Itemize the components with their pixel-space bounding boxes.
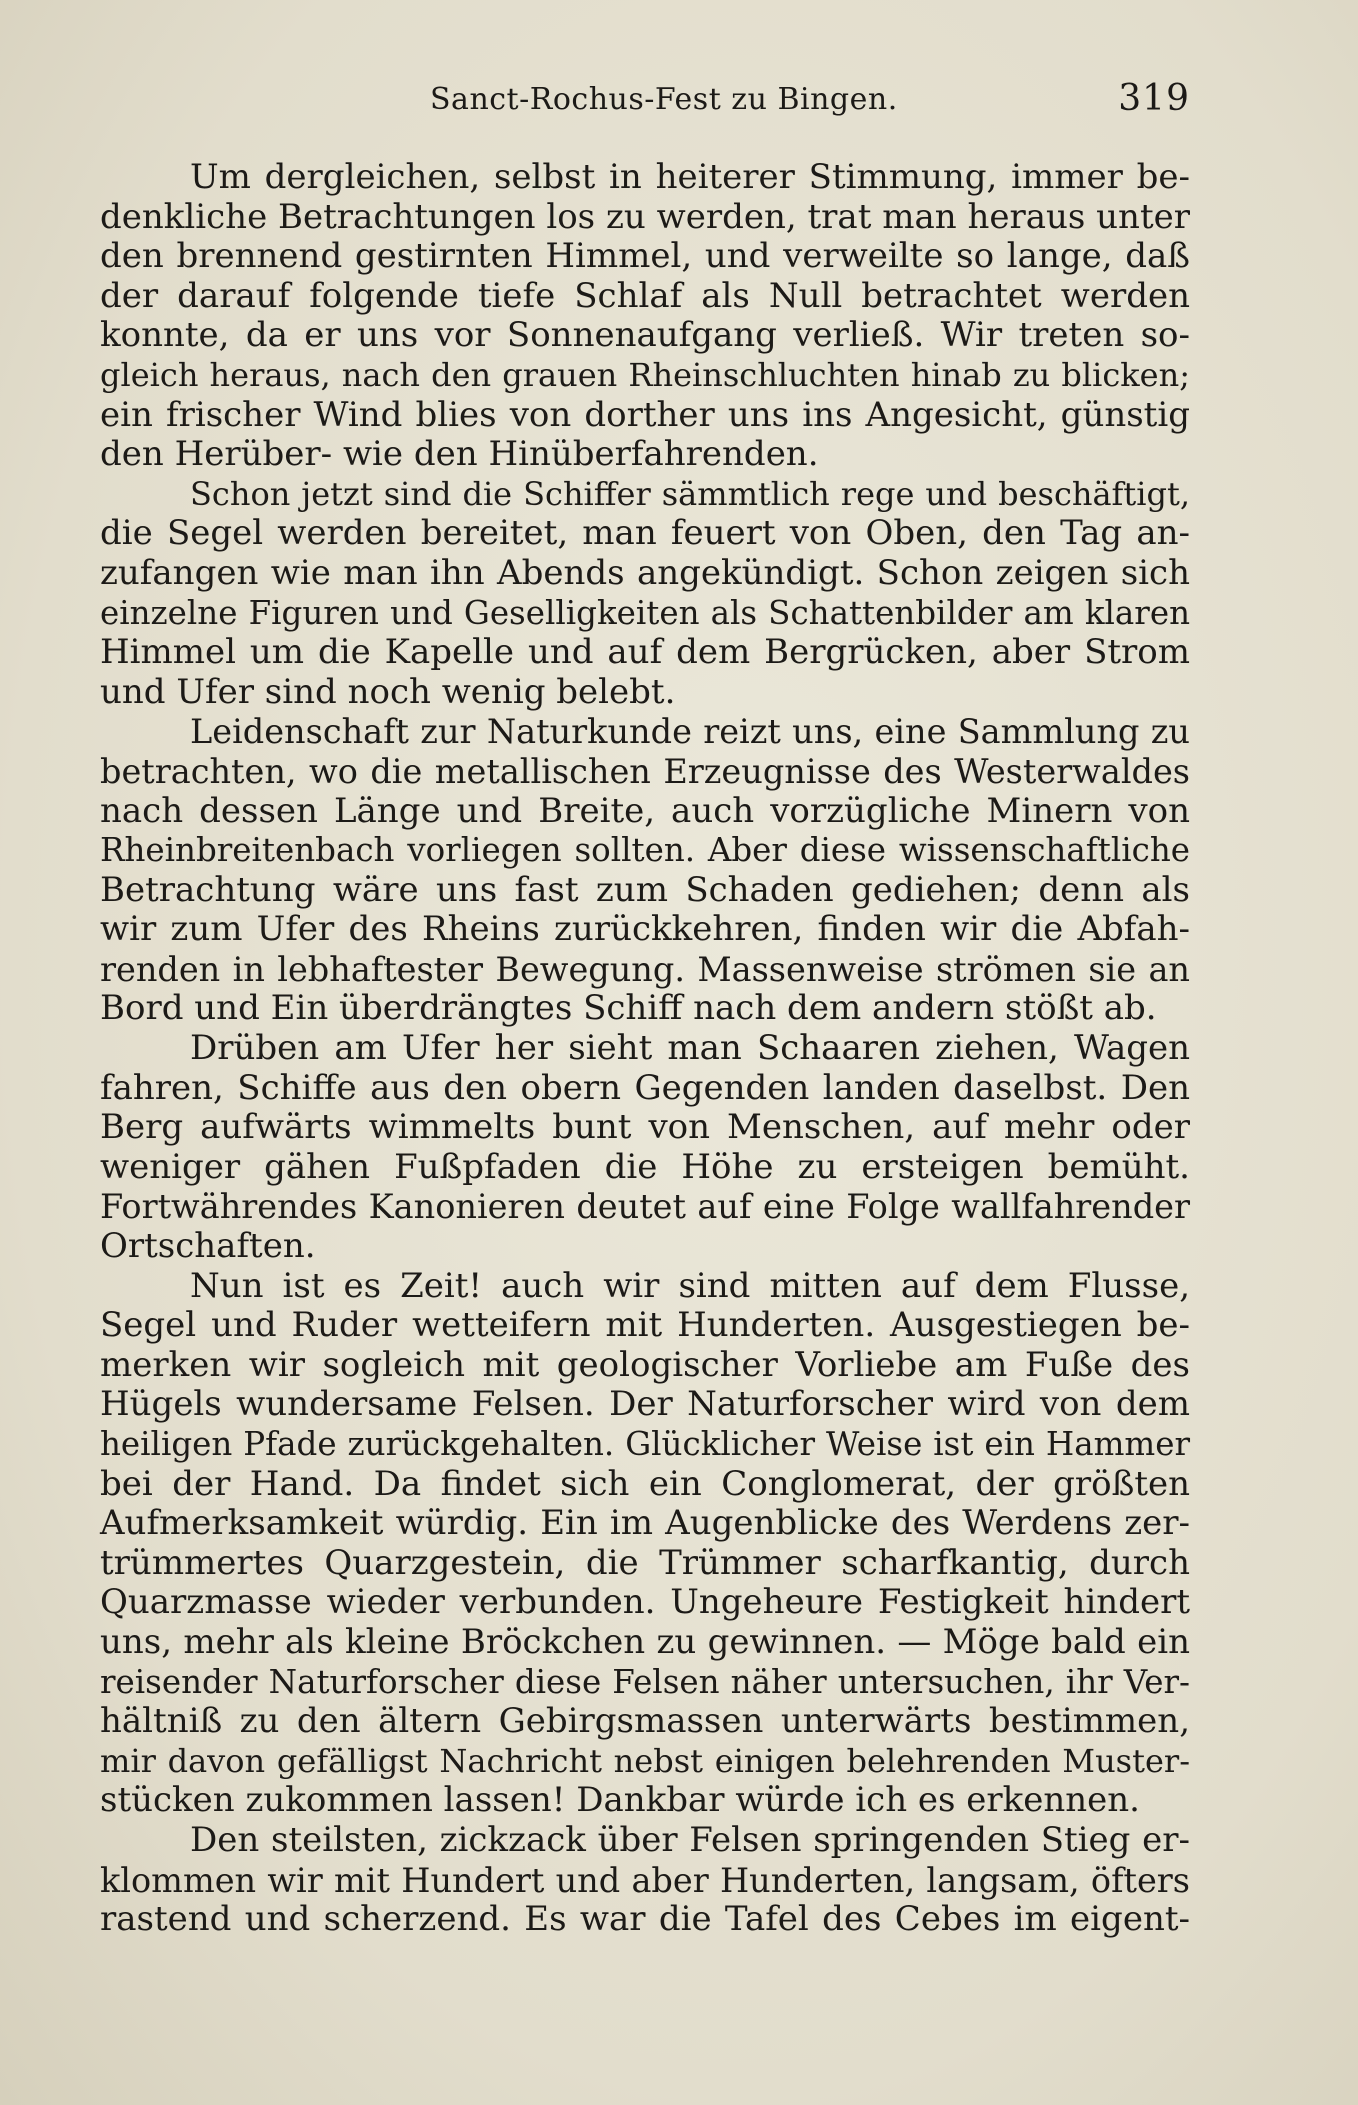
- text-line: mir davon gefälligst Nachricht nebst einigen belehrenden Muster-: [100, 1741, 1190, 1780]
- text-line: einzelne Figuren und Geselligkeiten als Schattenbilder am klaren: [100, 593, 1190, 632]
- text-line: denkliche Betrachtungen los zu werden, trat man heraus unter: [100, 196, 1190, 237]
- text-line: Drüben am Ufer her sieht man Schaaren ziehen, Wagen: [190, 1028, 1190, 1069]
- text-line: und Ufer sind noch wenig belebt.: [100, 671, 676, 712]
- text-line: bei der Hand. Da findet sich ein Conglomerat, der größten: [100, 1463, 1190, 1504]
- text-line: den brennend gestirnten Himmel, und verweilte so lange, daß: [100, 236, 1190, 277]
- text-line: Den steilsten, zickzack über Felsen springenden Stieg er-: [190, 1819, 1190, 1860]
- text-line: wir zum Ufer des Rheins zurückkehren, finden wir die Abfah-: [100, 909, 1190, 950]
- text-line: ein frischer Wind blies von dorther uns ins Angesicht, günstig: [100, 394, 1190, 435]
- text-line: Segel und Ruder wetteifern mit Hunderten. Ausgestiegen be-: [100, 1305, 1190, 1346]
- text-line: Nun ist es Zeit! auch wir sind mitten auf dem Flusse,: [190, 1265, 1190, 1306]
- text-line: Berg aufwärts wimmelts bunt von Menschen, auf mehr oder: [100, 1107, 1190, 1148]
- text-line: Rheinbreitenbach vorliegen sollten. Aber diese wissenschaftliche: [100, 831, 1190, 870]
- text-line: die Segel werden bereitet, man feuert von Oben, den Tag an-: [100, 513, 1190, 554]
- text-line: Bord und Ein überdrängtes Schiff nach dem andern stößt ab.: [100, 988, 1157, 1029]
- text-line: klommen wir mit Hundert und aber Hunderten, langsam, öfters: [100, 1860, 1190, 1900]
- text-line: renden in lebhaftester Bewegung. Massenweise strömen sie an: [100, 949, 1190, 989]
- text-line: der darauf folgende tiefe Schlaf als Null betrachtet werden: [100, 275, 1190, 316]
- text-line: Aufmerksamkeit würdig. Ein im Augenblicke des Werdens zer-: [100, 1503, 1190, 1544]
- text-line: konnte, da er uns vor Sonnenaufgang verließ. Wir treten so-: [100, 315, 1190, 356]
- text-line: hältniß zu den ältern Gebirgsmassen unterwärts bestimmen,: [100, 1701, 1190, 1742]
- text-line: betrachten, wo die metallischen Erzeugnisse des Westerwaldes: [100, 751, 1190, 791]
- text-line: Schon jetzt sind die Schiffer sämmtlich rege und beschäftigt,: [190, 474, 1190, 513]
- text-line: Himmel um die Kapelle und auf dem Bergrücken, aber Strom: [100, 632, 1190, 673]
- text-line: heiligen Pfade zurückgehalten. Glücklicher Weise ist ein Hammer: [100, 1425, 1190, 1463]
- body-text: [100, 158, 1190, 1940]
- running-title: Sanct-Rochus-Fest zu Bingen.: [430, 82, 898, 117]
- text-line: rastend und scherzend. Es war die Tafel des Cebes im eigent-: [100, 1899, 1190, 1940]
- text-line: Um dergleichen, selbst in heiterer Stimmung, immer be-: [190, 157, 1190, 197]
- text-line: stücken zukommen lassen! Dankbar würde ich es erkennen.: [100, 1780, 1140, 1821]
- running-head: [100, 78, 1190, 124]
- text-line: uns, mehr als kleine Bröckchen zu gewinnen. — Möge bald ein: [100, 1621, 1190, 1662]
- page-number: 319: [1118, 78, 1190, 119]
- text-line: zufangen wie man ihn Abends angekündigt. Schon zeigen sich: [100, 552, 1190, 593]
- text-line: gleich heraus, nach den grauen Rheinschluchten hinab zu blicken;: [100, 355, 1190, 394]
- text-line: trümmertes Quarzgestein, die Trümmer scharfkantig, durch: [100, 1542, 1190, 1583]
- text-line: weniger gähen Fußpfaden die Höhe zu ersteigen bemüht.: [100, 1146, 1190, 1187]
- text-line: reisender Naturforscher diese Felsen näher untersuchen, ihr Ver-: [100, 1662, 1190, 1701]
- text-line: Fortwährendes Kanonieren deutet auf eine Folge wallfahrender: [100, 1187, 1190, 1227]
- text-line: Leidenschaft zur Naturkunde reizt uns, eine Sammlung zu: [190, 712, 1190, 752]
- text-line: nach dessen Länge und Breite, auch vorzügliche Minern von: [100, 790, 1190, 831]
- text-line: Betrachtung wäre uns fast zum Schaden gediehen; denn als: [100, 869, 1190, 910]
- text-line: Ortschaften.: [100, 1226, 316, 1267]
- text-line: merken wir sogleich mit geologischer Vorliebe am Fuße des: [100, 1344, 1190, 1385]
- text-line: den Herüber- wie den Hinüberfahrenden.: [100, 434, 819, 475]
- text-line: Quarzmasse wieder verbunden. Ungeheure Festigkeit hindert: [100, 1582, 1190, 1623]
- text-line: fahren, Schiffe aus den obern Gegenden landen daselbst. Den: [100, 1067, 1190, 1108]
- text-line: Hügels wundersame Felsen. Der Naturforscher wird von dem: [100, 1384, 1190, 1425]
